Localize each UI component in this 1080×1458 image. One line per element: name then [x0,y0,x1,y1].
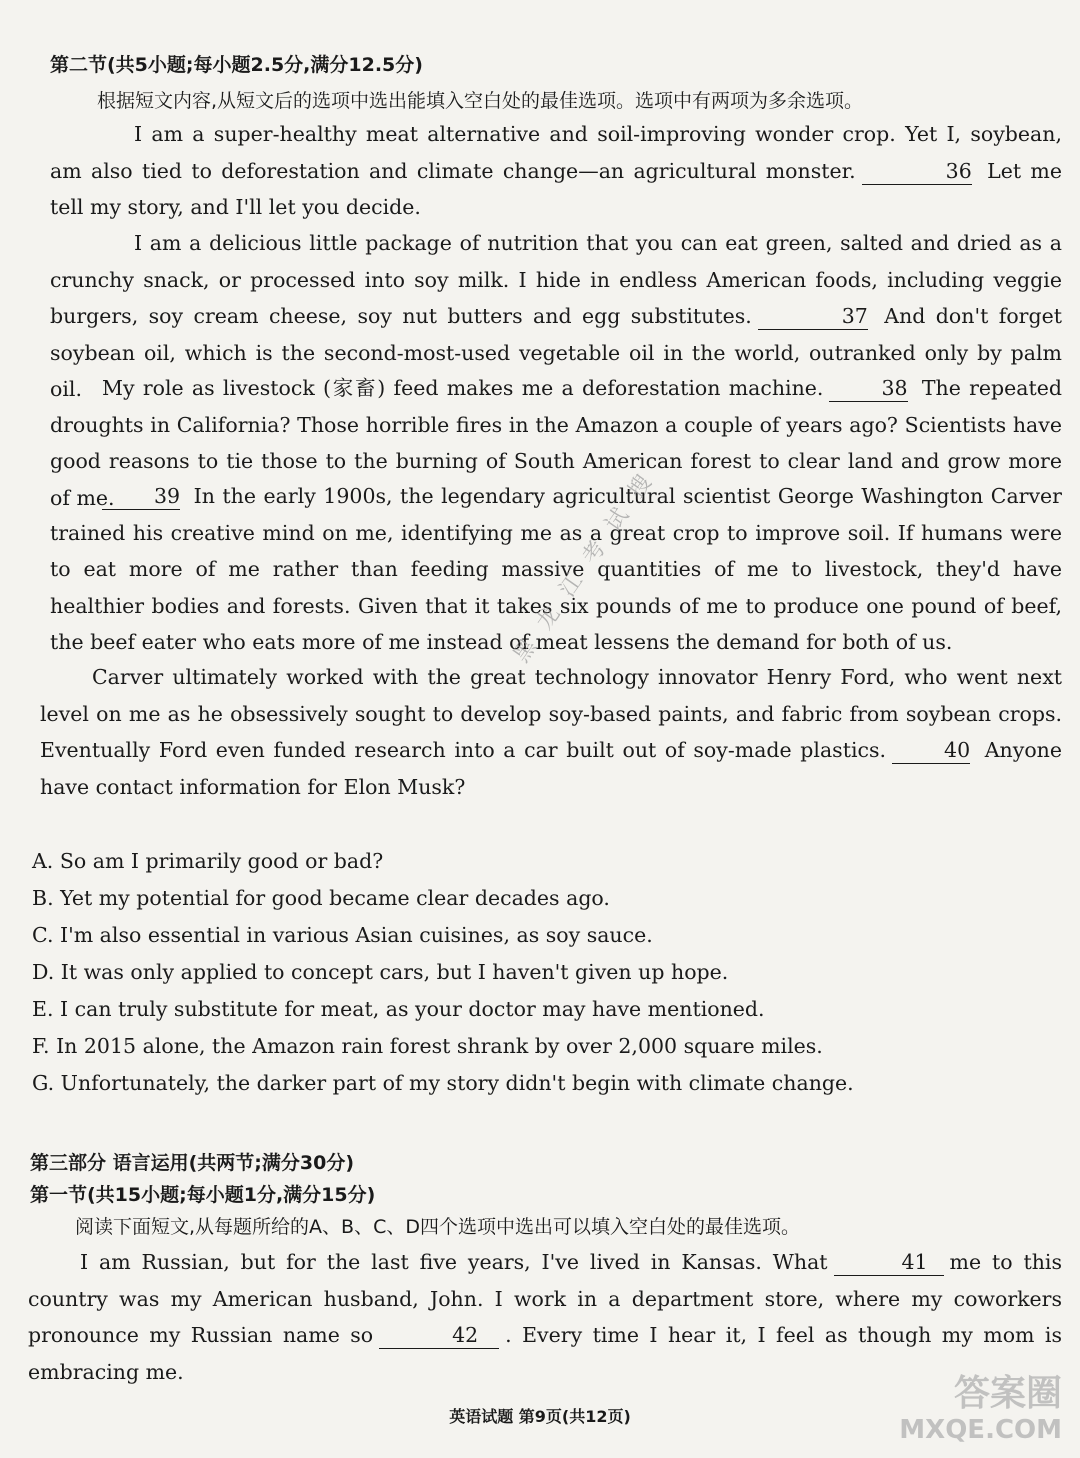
section-instruction: 根据短文内容,从短文后的选项中选出能填入空白处的最佳选项。选项中有两项为多余选项。 [97,90,864,112]
corner-watermark-sub: MXQE.COM [899,1415,1062,1445]
corner-watermark-logo [899,1373,1062,1448]
paragraph-1: I am a super-healthy meat alternative and soil-improving wonder crop. Yet I, soybean, am also tied to deforestation and climate change—an agricultural monster. 36 Let me tell my story, and I'll let you decide. [50,122,1062,219]
paragraph-5: Carver ultimately worked with the great technology innovator Henry Ford, who went next level on me as he obsessively sought to develop soy-based paints, and fabric from soybean crops. Eventually Ford even funded research into a car built out of soy-made plastics. 40 Anyone have contact information for Elon Musk? [40,665,1062,799]
option-g: G. Unfortunately, the darker part of my story didn't begin with climate change. [32,1071,854,1095]
part3-instruction: 阅读下面短文,从每题所给的A、B、C、D四个选项中选出可以填入空白处的最佳选项。 [75,1216,800,1238]
corner-watermark-main: 答案圈 [953,1373,1062,1414]
option-c: C. I'm also essential in various Asian cuisines, as soy sauce. [32,923,653,947]
diagonal-watermark: 黑龙江考试搜 [509,456,668,668]
blank-41: 41 [834,1249,944,1276]
blank-37: 37 [758,303,868,330]
part3-paragraph-1: I am Russian, but for the last five years, I've lived in Kansas. What 41 me to this country was my American husband, John. I work in a department store, where my coworkers pronounce my Russian name so 42 . Every time I hear it, I feel as though my mom is embracing me. [28,1250,1063,1384]
option-b: B. Yet my potential for good became clear decades ago. [32,886,610,910]
section-header: 第二节(共5小题;每小题2.5分,满分12.5分) [50,54,423,76]
blank-39: 39 [102,483,180,510]
paragraph-4: 39 In the early 1900s, the legendary agricultural scientist George Washington Carver trained his creative mind on me, identifying me as a great crop to improve soil. If humans were to eat more of me rather than feeding massive quantities of me to livestock, they'd have healthier bodies and forests. Given that it takes six pounds of me to produce one pound of beef, the beef eater who eats more of me instead of meat lessens the demand for both of us. [50,484,1062,654]
paragraph-3: My role as livestock (家畜) feed makes me a deforestation machine. 38 The repeated droughts in California? Those horrible fires in the Amazon a couple of years ago? Scientists have good reasons to tie those to the burning of South American forest to clear land and grow more of me. [50,376,1062,510]
part3-header: 第三部分 语言运用(共两节;满分30分) [30,1152,355,1174]
option-a: A. So am I primarily good or bad? [32,849,384,873]
blank-36: 36 [862,158,972,185]
page-footer: 英语试题 第9页(共12页) [449,1407,631,1426]
paragraph-2: I am a delicious little package of nutrition that you can eat green, salted and dried as a crunchy snack, or processed into soy milk. I hide in endless American foods, including veggie burgers, soy cream cheese, soy nut butters and egg substitutes. 37 And don't forget soybean oil, which is the second-most-used vegetable oil in the world, outranked only by palm oil. [50,231,1062,401]
part3-section1-header: 第一节(共15小题;每小题1分,满分15分) [30,1184,376,1206]
option-e: E. I can truly substitute for meat, as your doctor may have mentioned. [32,997,765,1021]
option-f: F. In 2015 alone, the Amazon rain forest shrank by over 2,000 square miles. [32,1034,823,1058]
blank-38: 38 [829,375,907,402]
blank-42: 42 [379,1322,499,1349]
blank-40: 40 [892,737,970,764]
option-d: D. It was only applied to concept cars, but I haven't given up hope. [32,960,729,984]
